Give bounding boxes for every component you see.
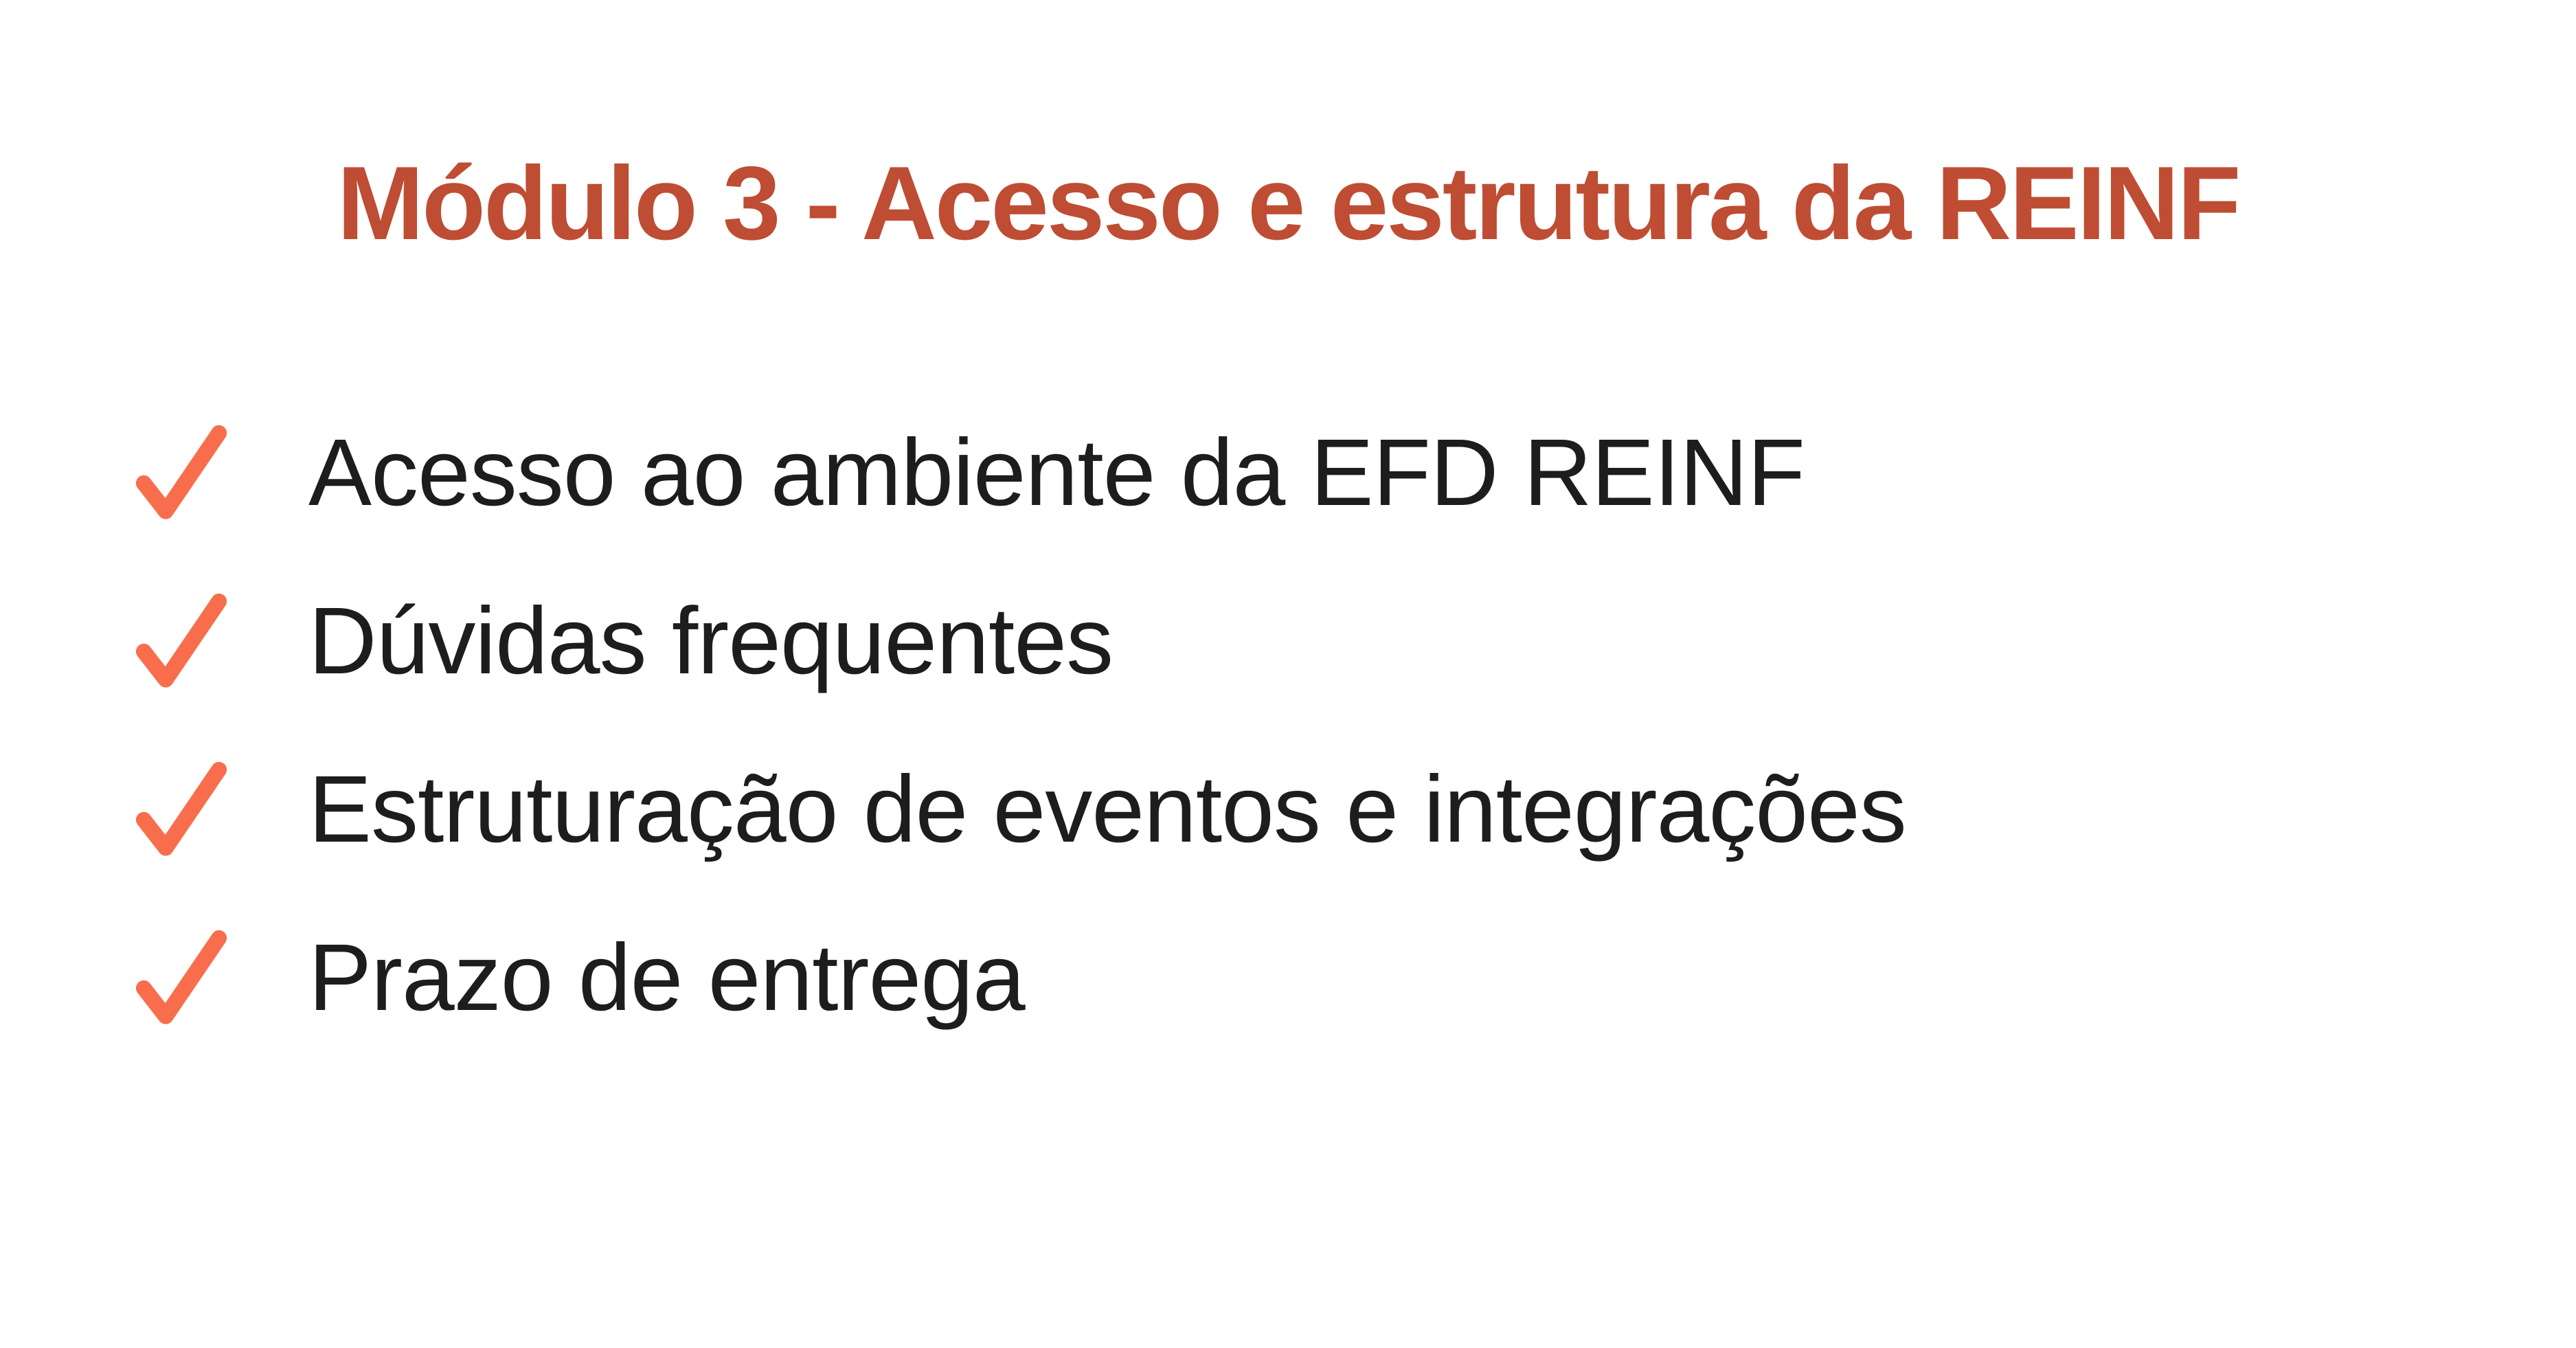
list-item — [127, 757, 2576, 862]
check-icon — [127, 420, 231, 525]
check-icon — [127, 925, 231, 1030]
list-item-label: Prazo de entrega — [308, 925, 1025, 1031]
list-item — [127, 420, 2576, 525]
list-item-label: Dúvidas frequentes — [308, 588, 1114, 695]
list-item-label: Acesso ao ambiente da EFD REINF — [308, 420, 1805, 526]
list-item — [127, 925, 2576, 1030]
page-title: Módulo 3 - Acesso e estrutura da REINF — [337, 145, 2239, 262]
check-icon — [127, 757, 231, 862]
check-icon — [127, 589, 231, 693]
checklist — [0, 420, 2576, 1030]
list-item — [127, 589, 2576, 693]
list-item-label: Estruturação de eventos e integrações — [308, 756, 1906, 863]
